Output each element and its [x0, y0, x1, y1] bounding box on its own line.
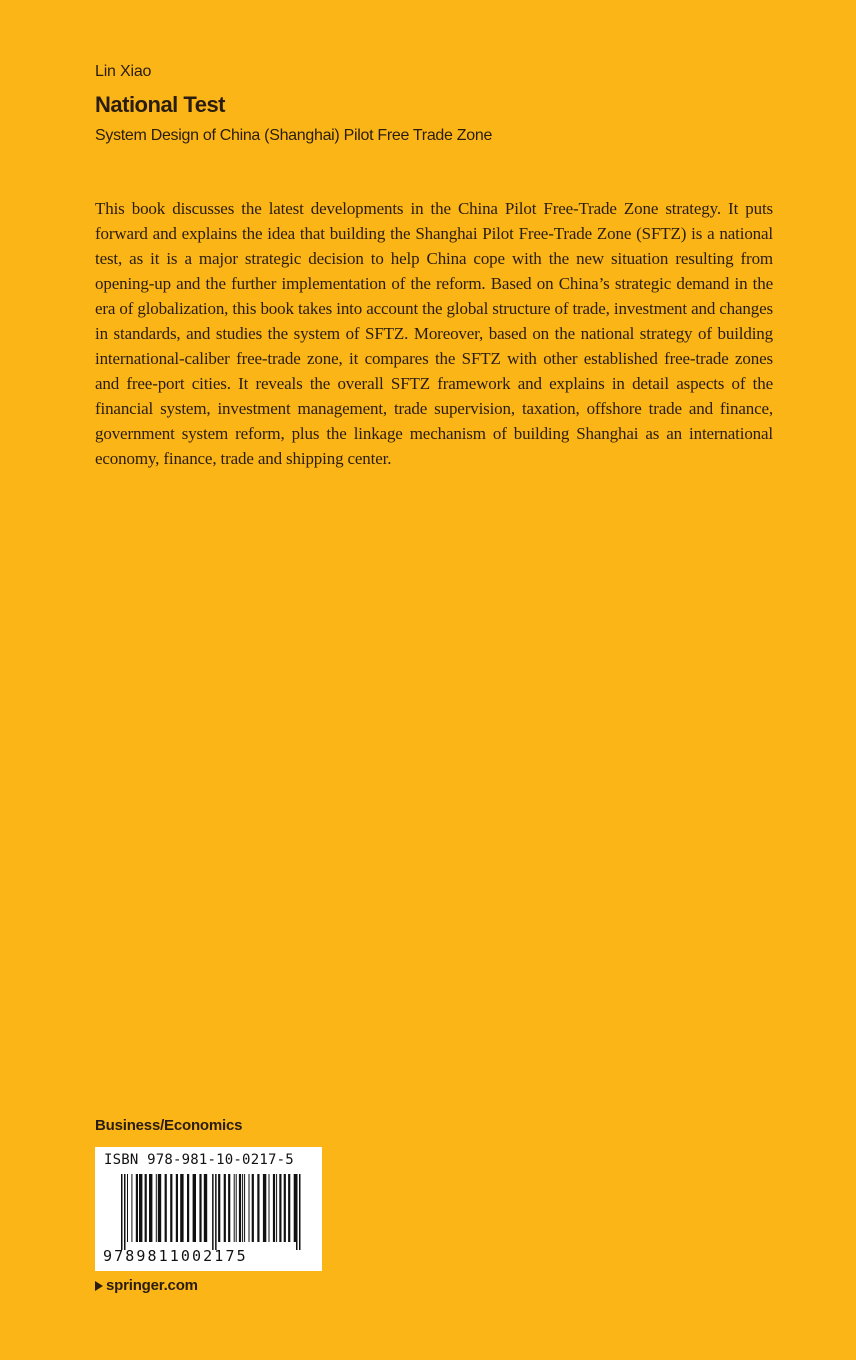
barcode-bar	[131, 1174, 132, 1242]
barcode-bar	[244, 1174, 245, 1242]
barcode-bar	[170, 1174, 172, 1242]
isbn-barcode	[95, 1147, 322, 1271]
barcode-bar	[158, 1174, 161, 1242]
barcode-bar	[218, 1174, 220, 1242]
barcode-bar	[257, 1174, 259, 1242]
barcode-bar	[165, 1174, 167, 1242]
barcode-bar	[156, 1174, 157, 1242]
author-name: Lin Xiao	[95, 63, 152, 80]
book-description: This book discusses the latest developments in the China Pilot Free-Trade Zone strategy. It puts forward and explains the idea that building the Shanghai Pilot Free-Trade Zone (SFTZ) is a national test, as it is a major strategic decision to help China cope with the new situation resulting from opening-up and the further implementation of the reform. Based on China’s strategic demand in the era of globalization, this book takes into account the global structure of trade, investment and changes in standards, and studies the system of SFTZ. Moreover, based on the national strategy of building international-caliber free-trade zone, it compares the SFTZ with other established free-trade zones and free-port cities. It reveals the overall SFTZ framework and explains in detail aspects of the financial system, investment management, trade supervision, taxation, offshore trade and finance, government system reform, plus the linkage mechanism of building Shanghai as an international economy, finance, trade and shipping center.	[95, 199, 773, 468]
barcode-bar	[176, 1174, 178, 1242]
barcode-bar	[139, 1174, 142, 1242]
triangle-right-icon	[95, 1281, 103, 1291]
barcode-bar	[136, 1174, 138, 1242]
barcode-bar	[149, 1174, 152, 1242]
barcode-bar	[242, 1174, 243, 1242]
publisher-website: springer.com	[106, 1277, 198, 1294]
barcode-bar	[299, 1174, 301, 1250]
isbn-label: ISBN 978-981-10-0217-5	[104, 1152, 294, 1168]
barcode-bar	[234, 1174, 235, 1242]
barcode-bar	[276, 1174, 277, 1242]
publisher-link[interactable]	[95, 1277, 198, 1294]
barcode-bar	[224, 1174, 226, 1242]
barcode-bar	[236, 1174, 237, 1242]
barcode-bar	[239, 1174, 241, 1242]
barcode-bar	[279, 1174, 281, 1242]
barcode-bar	[204, 1174, 207, 1242]
barcode-bar	[273, 1174, 275, 1242]
barcode-bar	[124, 1174, 126, 1250]
barcode-bar	[199, 1174, 201, 1242]
book-title: National Test	[95, 92, 226, 117]
barcode-digits: 9789811002175	[103, 1247, 248, 1265]
barcode-bar	[288, 1174, 290, 1242]
barcode-bar	[187, 1174, 189, 1242]
barcode-bar	[193, 1174, 196, 1242]
barcode-bar	[296, 1174, 298, 1250]
barcode-bar	[228, 1174, 230, 1242]
barcode-bar	[180, 1174, 183, 1242]
barcode-bar	[249, 1174, 250, 1242]
subject-category: Business/Economics	[95, 1117, 243, 1134]
barcode-bar	[263, 1174, 266, 1242]
barcode-bar	[121, 1174, 123, 1250]
barcode-bar	[269, 1174, 270, 1242]
barcode-bar	[145, 1174, 147, 1242]
barcode-bar	[212, 1174, 214, 1250]
book-subtitle: System Design of China (Shanghai) Pilot Free Trade Zone	[95, 127, 493, 144]
barcode-bar	[127, 1174, 128, 1242]
barcode-bar	[215, 1174, 217, 1250]
barcode-bar	[252, 1174, 254, 1242]
barcode-bar	[284, 1174, 286, 1242]
